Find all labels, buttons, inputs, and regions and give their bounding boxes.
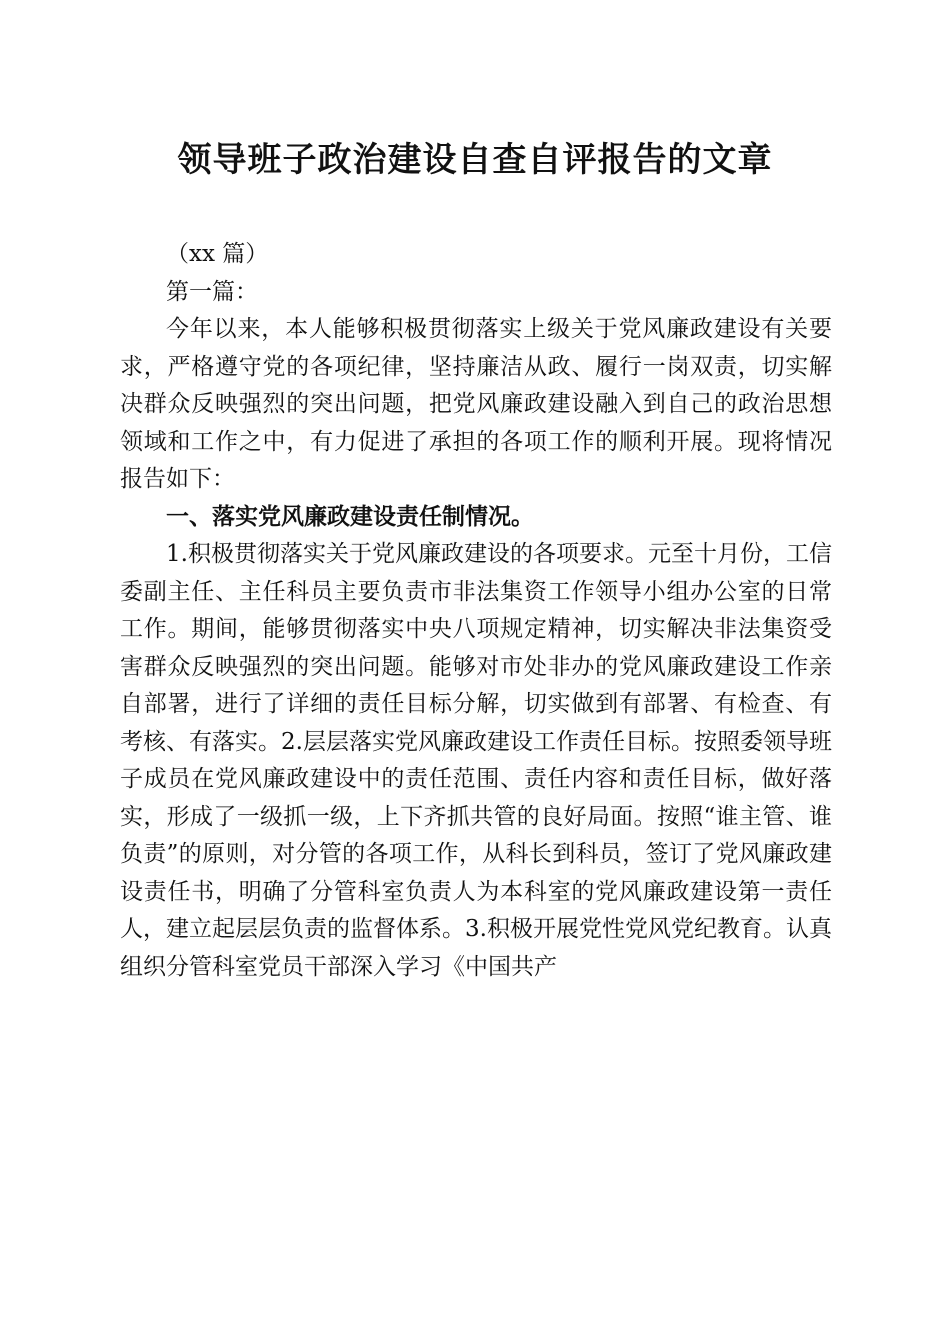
section-paragraph: 1.积极贯彻落实关于党风廉政建设的各项要求。元至十月份，工信委副主任、主任科员主要负责市非法集资工作领导小组办公室的日常工作。期间，能够贯彻落实中央八项规定精神，切实解决非法集资受害群众反映强烈的突出问题。能够对市处非办的党风廉政建设工作亲自部署，进行了详细的责任目标分解，切实做到有部署、有检查、有考核、有落实。2.层层落实党风廉政建设工作责任目标。按照委领导班子成员在党风廉政建设中的责任范围、责任内容和责任目标，做好落实，形成了一级抓一级，上下齐抓共管的良好局面。按照“谁主管、谁负责”的原则，对分管的各项工作，从科长到科员，签订了党风廉政建设责任书，明确了分管科室负责人为本科室的党风廉政建设第一责任人，建立起层层负责的监督体系。3.积极开展党性党风党纪教育。认真组织分管科室党员干部深入学习《中国共产 [120, 541, 832, 980]
document-title: 领导班子政治建设自查自评报告的文章 [177, 140, 773, 180]
part-label: 第一篇： [166, 278, 258, 305]
count-note: （xx 篇） [166, 241, 269, 267]
section-heading: 一、落实党风廉政建设责任制情况。 [166, 503, 534, 530]
document-body [120, 236, 832, 986]
intro-paragraph: 今年以来，本人能够积极贯彻落实上级关于党风廉政建设有关要求，严格遵守党的各项纪律，坚持廉洁从政、履行一岗双责，切实解决群众反映强烈的突出问题，把党风廉政建设融入到自己的政治思想领域和工作之中，有力促进了承担的各项工作的顺利开展。现将情况报告如下： [120, 316, 832, 492]
